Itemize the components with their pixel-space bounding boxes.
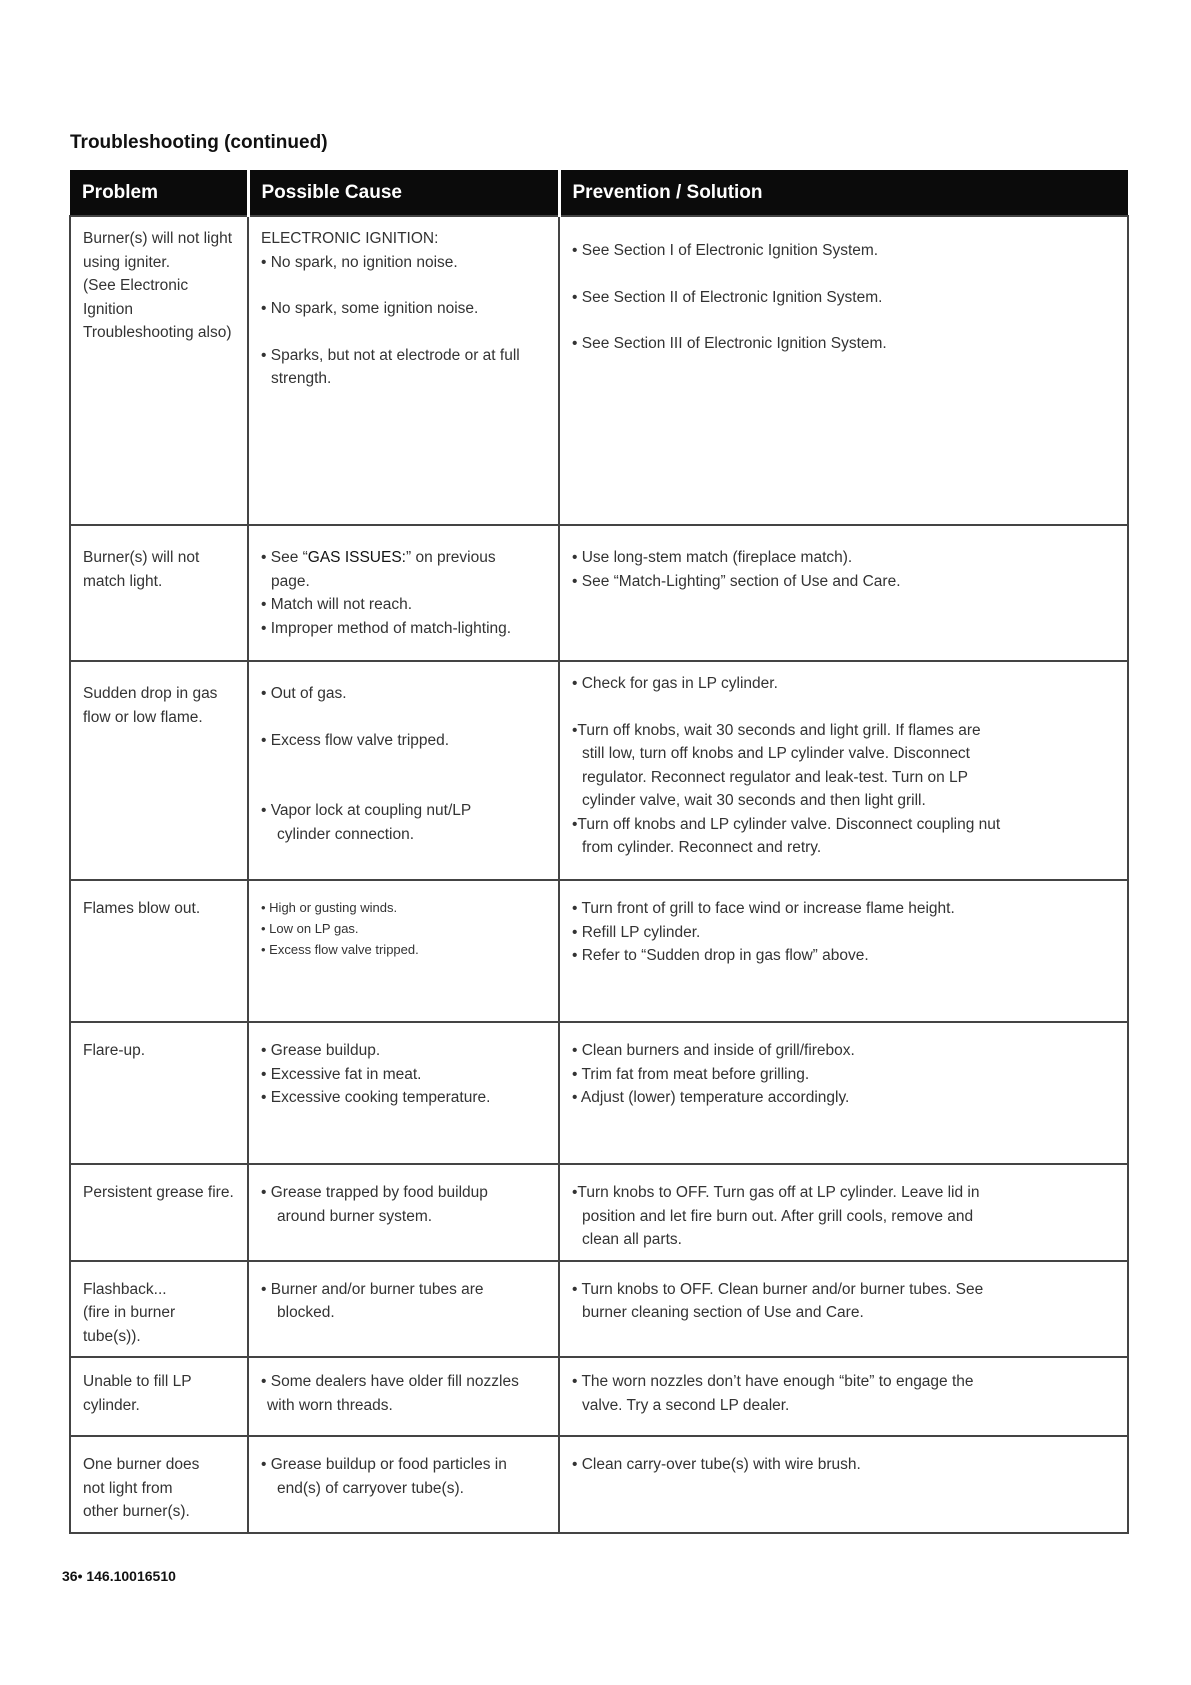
cause-text: • Sparks, but not at electrode or at full	[261, 346, 520, 364]
solution-cell	[559, 1261, 1128, 1358]
table-row	[70, 525, 1128, 661]
problem-cell	[70, 1436, 248, 1533]
cause-text: • Excessive fat in meat.	[261, 1065, 422, 1083]
cause-cell	[248, 661, 559, 880]
problem-text: using igniter.	[83, 253, 171, 271]
problem-text: Sudden drop in gas	[83, 685, 218, 702]
solution-text: still low, turn off knobs and LP cylinder valve. Disconnect	[582, 745, 970, 762]
problem-text: Burner(s) will not light	[83, 230, 233, 247]
problem-text: Troubleshooting also)	[83, 324, 232, 341]
cause-cell	[248, 1436, 559, 1533]
cause-text: • Some dealers have older fill nozzles	[261, 1373, 519, 1390]
cause-text: • Burner and/or burner tubes are	[261, 1280, 484, 1298]
solution-text: position and let fire burn out. After grill cools, remove and	[582, 1207, 974, 1225]
solution-text: • Refill LP cylinder.	[572, 923, 701, 941]
problem-text: not light from	[83, 1479, 173, 1497]
solution-text: • Check for gas in LP cylinder.	[572, 675, 778, 692]
gas-issues-reference: GAS ISSUES:	[307, 549, 406, 566]
cause-text: • Excess flow valve tripped.	[261, 942, 419, 957]
table-row	[70, 1436, 1128, 1533]
problem-cell	[70, 1022, 248, 1164]
troubleshooting-table	[69, 170, 1129, 1534]
solution-text: • See “Match-Lighting” section of Use and Care.	[572, 572, 901, 590]
problem-text: (See Electronic	[83, 277, 189, 294]
table-row	[70, 1357, 1128, 1436]
table-row	[70, 661, 1128, 880]
solution-text: valve. Try a second LP dealer.	[582, 1396, 790, 1414]
solution-text: • Use long-stem match (fireplace match).	[572, 549, 853, 566]
header-possible-cause: Possible Cause	[248, 170, 559, 216]
solution-text: cylinder valve, wait 30 seconds and then light grill.	[582, 792, 926, 809]
problem-text: flow or low flame.	[83, 708, 203, 726]
problem-text: Flashback...	[83, 1280, 167, 1298]
cause-cell	[248, 1022, 559, 1164]
cause-text: • Low on LP gas.	[261, 921, 359, 936]
cause-text: ELECTRONIC IGNITION:	[261, 230, 439, 247]
table-row	[70, 216, 1128, 525]
cause-text: page.	[271, 572, 310, 590]
cause-text: • Grease trapped by food buildup	[261, 1184, 488, 1201]
solution-text: • Clean burners and inside of grill/firebox.	[572, 1042, 855, 1059]
header-prevention-solution: Prevention / Solution	[559, 170, 1128, 216]
solution-text: • See Section II of Electronic Ignition System.	[572, 288, 883, 306]
page-title: Troubleshooting (continued)	[70, 132, 328, 153]
solution-cell	[559, 1436, 1128, 1533]
solution-text: • Adjust (lower) temperature accordingly.	[572, 1089, 850, 1106]
problem-text: (fire in burner tube(s)).	[83, 1304, 176, 1345]
page-footer: 36• 146.10016510	[62, 1568, 176, 1584]
cause-text: • Out of gas.	[261, 685, 347, 702]
table-header-row	[70, 170, 1128, 216]
cause-text: blocked.	[277, 1304, 335, 1321]
cause-text: • Grease buildup.	[261, 1042, 381, 1059]
table-row	[70, 880, 1128, 1022]
cause-cell	[248, 1164, 559, 1261]
cause-text: • High or gusting winds.	[261, 900, 398, 915]
solution-cell	[559, 1164, 1128, 1261]
cause-text: • See “GAS ISSUES:” on previous	[261, 549, 496, 566]
problem-text: other burner(s).	[83, 1503, 190, 1520]
solution-cell	[559, 880, 1128, 1022]
cause-text: • Match will not reach.	[261, 596, 413, 613]
cause-cell	[248, 216, 559, 525]
problem-cell	[70, 525, 248, 661]
problem-cell	[70, 216, 248, 525]
problem-text: Persistent grease fire.	[83, 1184, 234, 1201]
cause-text: • No spark, no ignition noise.	[261, 253, 458, 271]
cause-cell	[248, 1357, 559, 1436]
problem-cell	[70, 880, 248, 1022]
problem-text: Flare-up.	[83, 1042, 146, 1059]
solution-text: • The worn nozzles don’t have enough “bite” to engage the	[572, 1373, 974, 1390]
table-row	[70, 1022, 1128, 1164]
problem-text: Ignition	[83, 300, 133, 318]
solution-text: • Turn knobs to OFF. Clean burner and/or burner tubes. See	[572, 1280, 984, 1298]
cause-text: cylinder connection.	[277, 825, 414, 843]
solution-text: •Turn knobs to OFF. Turn gas off at LP cylinder. Leave lid in	[572, 1184, 980, 1201]
solution-cell	[559, 1022, 1128, 1164]
solution-text: from cylinder. Reconnect and retry.	[582, 839, 822, 856]
problem-cell	[70, 1357, 248, 1436]
problem-cell	[70, 1164, 248, 1261]
solution-text: burner cleaning section of Use and Care.	[582, 1304, 864, 1321]
problem-text: Unable to fill LP	[83, 1373, 192, 1390]
solution-cell	[559, 525, 1128, 661]
solution-text: •Turn off knobs and LP cylinder valve. Disconnect coupling nut	[572, 815, 1001, 833]
solution-text: • See Section III of Electronic Ignition System.	[572, 335, 887, 352]
table-row	[70, 1164, 1128, 1261]
solution-text: • Refer to “Sudden drop in gas flow” above.	[572, 947, 869, 964]
cause-text: • Grease buildup or food particles in	[261, 1456, 507, 1473]
solution-cell	[559, 661, 1128, 880]
solution-text: • See Section I of Electronic Ignition System.	[572, 242, 879, 259]
problem-cell	[70, 661, 248, 880]
problem-text: One burner does	[83, 1456, 200, 1473]
cause-text: • Excess flow valve tripped.	[261, 731, 450, 749]
problem-text: Burner(s) will not	[83, 549, 200, 566]
cause-text: with worn threads.	[267, 1396, 393, 1414]
problem-text: match light.	[83, 572, 163, 590]
solution-text: clean all parts.	[582, 1231, 682, 1248]
cause-text: • Vapor lock at coupling nut/LP	[261, 802, 472, 819]
cause-text: • Excessive cooking temperature.	[261, 1089, 491, 1106]
cause-text: • No spark, some ignition noise.	[261, 300, 479, 317]
cause-text: strength.	[271, 370, 332, 387]
cause-cell	[248, 525, 559, 661]
header-problem: Problem	[70, 170, 248, 216]
cause-cell	[248, 880, 559, 1022]
cause-cell	[248, 1261, 559, 1358]
solution-text: • Clean carry-over tube(s) with wire brush.	[572, 1456, 861, 1473]
solution-cell	[559, 216, 1128, 525]
problem-cell	[70, 1261, 248, 1358]
solution-text: • Turn front of grill to face wind or increase flame height.	[572, 900, 955, 917]
cause-text: around burner system.	[277, 1207, 433, 1225]
solution-text: regulator. Reconnect regulator and leak-test. Turn on LP	[582, 768, 969, 786]
table-row	[70, 1261, 1128, 1358]
cause-text: end(s) of carryover tube(s).	[277, 1479, 464, 1497]
solution-text: • Trim fat from meat before grilling.	[572, 1065, 810, 1083]
solution-cell	[559, 1357, 1128, 1436]
cause-text: • Improper method of match-lighting.	[261, 619, 512, 637]
solution-text: •Turn off knobs, wait 30 seconds and light grill. If flames are	[572, 721, 981, 739]
problem-text: Flames blow out.	[83, 900, 201, 917]
problem-text: cylinder.	[83, 1396, 140, 1414]
